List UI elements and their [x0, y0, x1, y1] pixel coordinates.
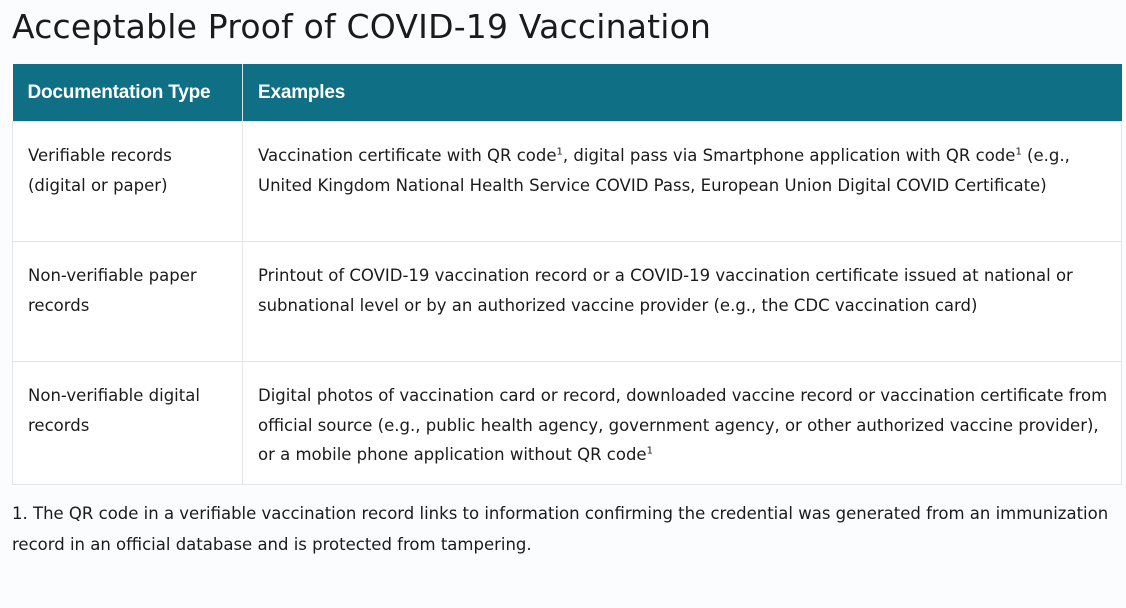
example-text: (e.g., United Kingdom National Health Service COVID Pass, European Union Digital COVID Certificate) [258, 146, 1070, 195]
examples-cell [243, 362, 1122, 485]
example-text: Printout of COVID-19 vaccination record or a COVID-19 vaccination certificate issued at national or subnational level or by an authorized vaccine provider (e.g., the CDC vaccination card) [258, 266, 1073, 315]
footnote-marker: 1 [556, 146, 563, 158]
table-row [13, 122, 1122, 242]
footnote: 1. The QR code in a verifiable vaccination record links to information confirming the credential was generated from an immunization record in an official database and is protected from tampering. [12, 504, 1109, 554]
table-header-row [13, 64, 1122, 122]
footnote-marker: 1 [646, 445, 653, 457]
example-text: Vaccination certificate with QR code [258, 146, 557, 165]
column-header-examples: Examples [243, 64, 1122, 122]
example-text: , digital pass via Smartphone application with QR code [562, 146, 1016, 165]
examples-cell [243, 242, 1122, 362]
page-title: Acceptable Proof of COVID-19 Vaccination [12, 7, 712, 46]
documentation-type-cell: Non-verifiable digital records [13, 362, 243, 485]
example-text: Digital photos of vaccination card or record, downloaded vaccine record or vaccination certificate from official source (e.g., public health agency, government agency, or other authorized vaccine provider), or a mobile phone application without QR code [258, 386, 1108, 464]
table-row [13, 362, 1122, 485]
documentation-type-cell: Verifiable records (digital or paper) [13, 122, 243, 242]
column-header-documentation-type: Documentation Type [13, 64, 243, 122]
table-row [13, 242, 1122, 362]
examples-cell [243, 122, 1122, 242]
footnote-marker: 1 [1015, 146, 1022, 158]
documentation-type-cell: Non-verifiable paper records [13, 242, 243, 362]
proof-table [12, 64, 1122, 485]
